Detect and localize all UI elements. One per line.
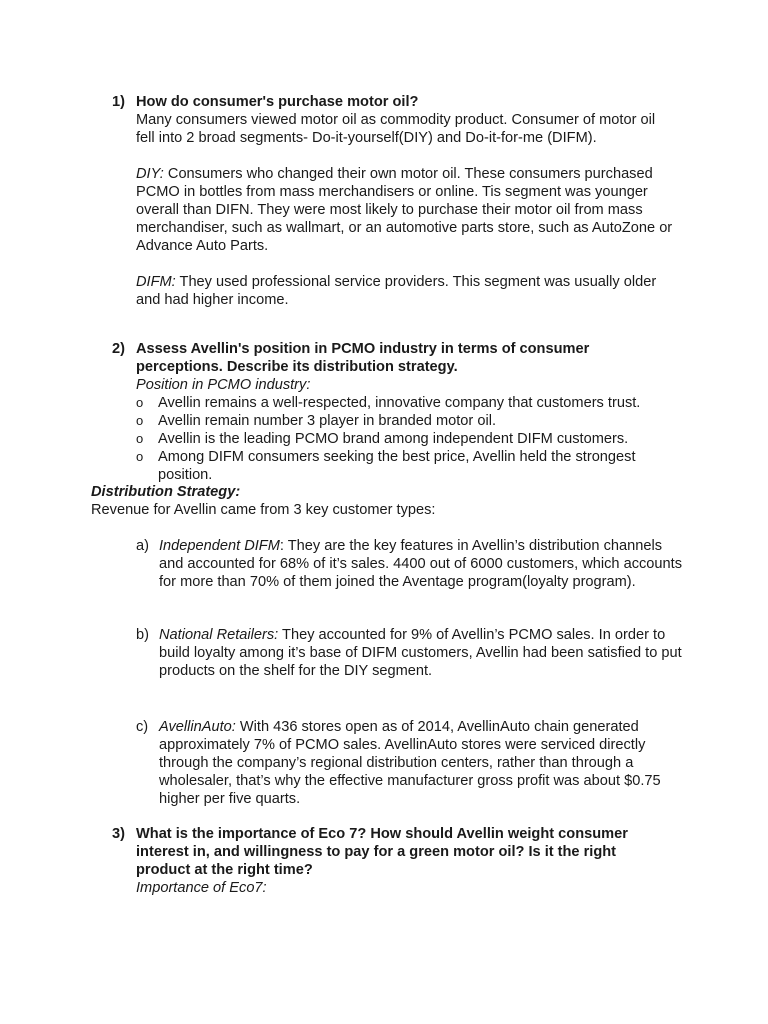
item-c-paragraph [159,718,684,808]
bullet-text: Avellin is the leading PCMO brand among independent DIFM customers. [158,431,629,447]
list-item [136,430,676,448]
bullet-text: Avellin remains a well-respected, innovative company that customers trust. [158,395,641,411]
list-item [136,412,676,430]
diy-text: Consumers who changed their own motor oil. These consumers purchased PCMO in bottles from mass merchandisers or online. Tis segment was younger overall than DIFN. They were most likely to purchase their motor oil from mass merchandiser, such as wallmart, or an automotive parts store, such as AutoZone or Advance Auto Parts. [136,166,673,254]
q2-number: 2) [112,341,125,357]
list-item [136,448,676,484]
q1-difm-paragraph [136,273,676,309]
q2-question-line1: Assess Avellin's position in PCMO industry in terms of consumer [136,341,590,357]
item-c-label: AvellinAuto: [159,719,236,735]
item-b-label: National Retailers: [159,627,279,643]
q3-question: What is the importance of Eco 7? How should Avellin weight consumer interest in, and willingness to pay for a green motor oil? Is it the right product at the right time? [136,826,628,878]
distribution-intro: Revenue for Avellin came from 3 key customer types: [91,502,436,518]
difm-text: They used professional service providers. This segment was usually older and had higher income. [136,274,657,308]
q3-section [136,825,666,897]
item-c-text: With 436 stores open as of 2014, AvellinAuto chain generated approximately 7% of PCMO sales. AvellinAuto stores were serviced directly through the company’s regional distribution centers, rather than through a wholesaler, that’s why the effective manufacturer gross profit was about $0.75 higher per five quarts. [159,719,661,807]
item-c-number: c) [136,719,149,735]
item-b-number: b) [136,627,149,643]
position-bullet-list [136,394,676,484]
item-b-text: They accounted for 9% of Avellin’s PCMO sales. In order to build loyalty among it’s base of DIFM customers, Avellin had been satisfied to put products on the shelf for the DIY segment. [159,627,682,679]
diy-label: DIY: [136,166,164,182]
q1-number: 1) [112,94,125,110]
q2-section [136,340,676,484]
difm-label: DIFM: [136,274,176,290]
q3-number: 3) [112,826,125,842]
q1-section [136,93,676,309]
bullet-marker: o [136,431,144,446]
item-a-text: : They are the key features in Avellin’s distribution channels and accounted for 68% of it’s sales. 4400 out of 6000 customers, which accounts for more than 70% of them joined the Aventage program(loyalty program). [159,538,682,590]
bullet-marker: o [136,449,144,464]
q1-intro: Many consumers viewed motor oil as commodity product. Consumer of motor oil fell into 2 broad segments- Do-it-yourself(DIY) and Do-it-for-me (DIFM). [136,112,656,146]
item-a-paragraph [159,537,684,591]
q1-question: How do consumer's purchase motor oil? [136,94,419,110]
item-a-number: a) [136,538,149,554]
distribution-section [91,483,691,519]
bullet-marker: o [136,413,144,428]
bullet-text: Avellin remain number 3 player in branded motor oil. [158,413,496,429]
position-heading: Position in PCMO industry: [136,377,311,393]
list-item [136,394,676,412]
distribution-heading: Distribution Strategy: [91,484,241,500]
q2-question-line2: perceptions. Describe its distribution strategy. [136,359,458,375]
item-a-label: Independent DIFM [159,538,280,554]
q3-sub-heading: Importance of Eco7: [136,880,267,896]
bullet-text: Among DIFM consumers seeking the best price, Avellin held the strongest position. [158,449,636,483]
item-b-paragraph [159,626,684,680]
q1-diy-paragraph [136,165,676,255]
bullet-marker: o [136,395,144,410]
